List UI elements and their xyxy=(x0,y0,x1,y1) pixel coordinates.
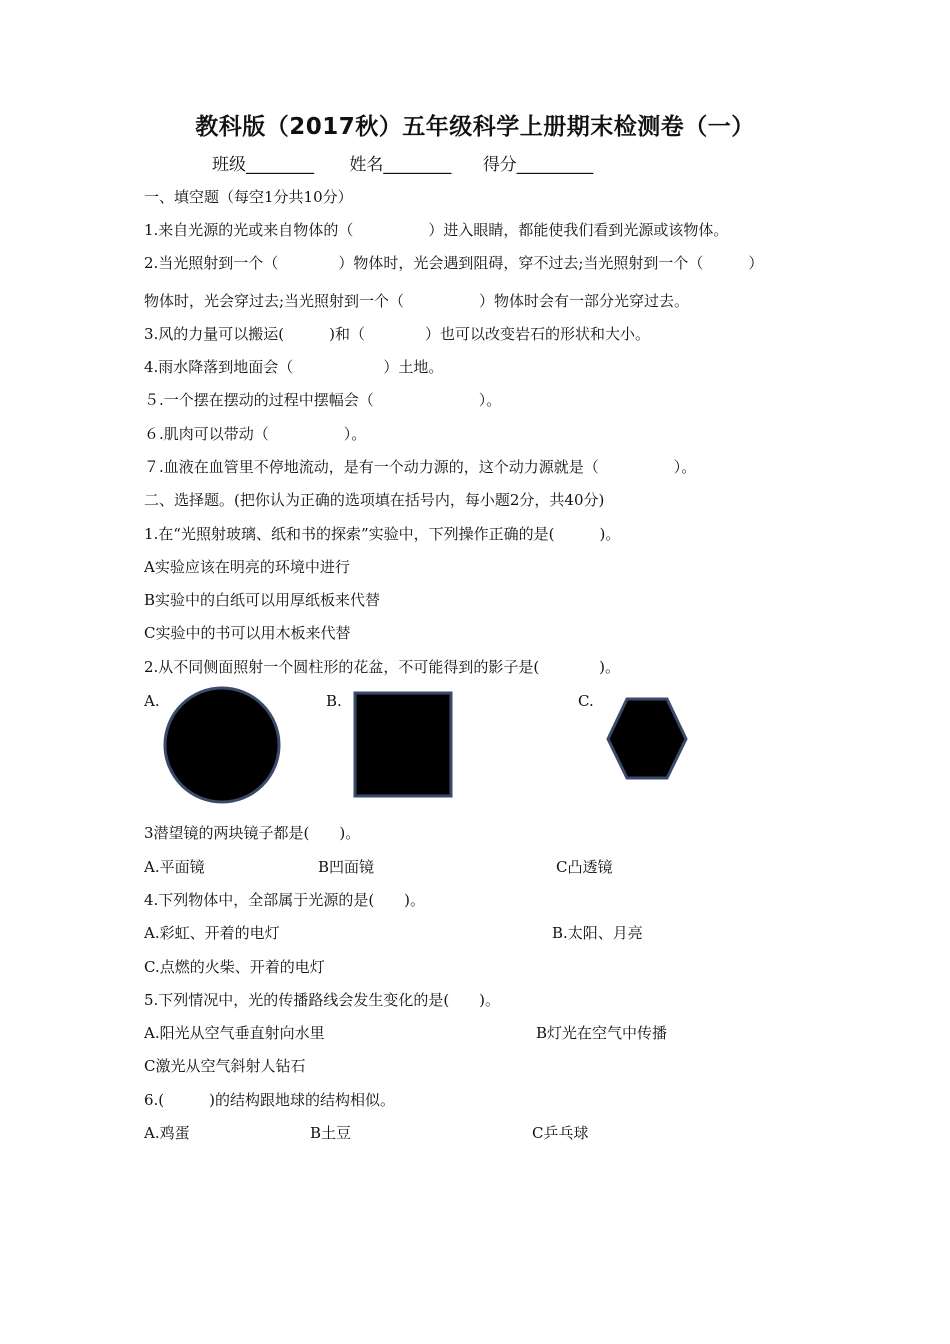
choice-5-option-a: A.阳光从空气垂直射向水里 xyxy=(144,1024,325,1042)
choice-question-1: 1.在“光照射玻璃、纸和书的探索”实验中，下列操作正确的是( )。 xyxy=(144,525,621,543)
name-field[interactable]: 姓名________ xyxy=(349,155,452,175)
circle-shadow-shape xyxy=(160,684,284,806)
choice-4-option-a: A.彩虹、开着的电灯 xyxy=(144,924,280,942)
exam-title: 教科版（2017秋）五年级科学上册期末检测卷（一） xyxy=(195,114,755,140)
class-field[interactable]: 班级________ xyxy=(212,155,314,175)
choice-1-option-b: B实验中的白纸可以用厚纸板来代替 xyxy=(144,591,381,609)
choice-question-6: 6.( )的结构跟地球的结构相似。 xyxy=(144,1091,396,1109)
fill-question-2-part1: 2.当光照射到一个（ ）物体时，光会遇到阻碍，穿不过去;当光照射到一个（ ） xyxy=(144,254,764,272)
choice-2-option-c-label: C. xyxy=(578,692,594,710)
fill-question-7: ７.血液在血管里不停地流动，是有一个动力源的，这个动力源就是（ ）。 xyxy=(144,458,697,476)
choice-5-option-c: C激光从空气斜射人钻石 xyxy=(144,1057,306,1075)
choice-question-2: 2.从不同侧面照射一个圆柱形的花盆，不可能得到的影子是( )。 xyxy=(144,658,621,676)
choice-4-option-b: B.太阳、月亮 xyxy=(552,924,643,942)
fill-question-4: 4.雨水降落到地面会（ ）土地。 xyxy=(144,358,444,376)
choice-5-option-b: B灯光在空气中传播 xyxy=(536,1024,668,1042)
choice-1-option-a: A实验应该在明亮的环境中进行 xyxy=(144,558,350,576)
fill-question-3: 3.风的力量可以搬运( )和（ ）也可以改变岩石的形状和大小。 xyxy=(144,325,651,343)
hexagon-shadow-shape xyxy=(604,696,690,782)
fill-question-6: ６.肌肉可以带动（ ）。 xyxy=(144,425,367,443)
choice-4-option-c: C.点燃的火柴、开着的电灯 xyxy=(144,958,325,976)
choice-6-option-c: C乒乓球 xyxy=(532,1124,589,1142)
choice-3-option-c: C凸透镜 xyxy=(556,858,613,876)
student-info-row xyxy=(212,150,593,175)
choice-question-3: 3潜望镜的两块镜子都是( )。 xyxy=(144,824,361,842)
choice-question-5: 5.下列情况中，光的传播路线会发生变化的是( )。 xyxy=(144,991,501,1009)
fill-question-2-part2: 物体时，光会穿过去;当光照射到一个（ ）物体时会有一部分光穿过去。 xyxy=(144,292,690,310)
square-shadow-shape xyxy=(352,690,456,800)
choice-3-option-b: B凹面镜 xyxy=(318,858,375,876)
choice-2-option-b-label: B. xyxy=(326,692,342,710)
choice-3-option-a: A.平面镜 xyxy=(144,858,205,876)
fill-question-1: 1.来自光源的光或来自物体的（ ）进入眼睛，都能使我们看到光源或该物体。 xyxy=(144,221,729,239)
section2-heading: 二、选择题。(把你认为正确的选项填在括号内，每小题2分，共40分) xyxy=(144,491,605,509)
choice-6-option-a: A.鸡蛋 xyxy=(144,1124,190,1142)
choice-question-4: 4.下列物体中，全部属于光源的是( )。 xyxy=(144,891,426,909)
choice-6-option-b: B土豆 xyxy=(310,1124,352,1142)
choice-2-option-a-label: A. xyxy=(144,692,160,710)
fill-question-5: ５.一个摆在摆动的过程中摆幅会（ ）。 xyxy=(144,391,502,409)
choice-1-option-c: C实验中的书可以用木板来代替 xyxy=(144,624,351,642)
score-field[interactable]: 得分_________ xyxy=(482,155,594,175)
section1-heading: 一、填空题（每空1分共10分） xyxy=(144,188,353,206)
